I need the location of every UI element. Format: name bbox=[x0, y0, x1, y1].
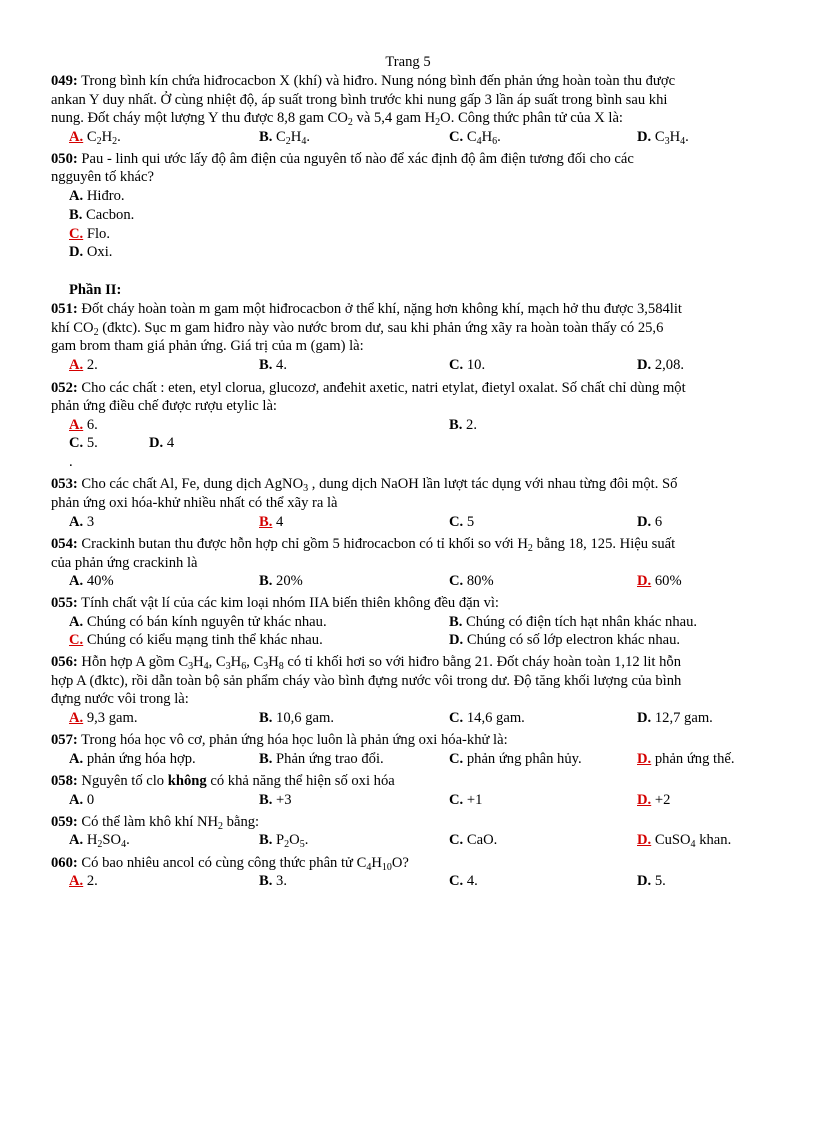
question-number: 051: bbox=[51, 301, 78, 317]
question-051-line-3: gam brom tham giá phản ứng. Giá trị của m (gam) là: bbox=[51, 338, 364, 354]
question-051-line-1 bbox=[51, 300, 682, 318]
option-052-d bbox=[149, 434, 174, 452]
answer-letter: A. bbox=[69, 573, 84, 589]
option-053-b bbox=[259, 513, 283, 531]
question-text: và 5,4 gam H bbox=[352, 110, 436, 126]
option-text: P bbox=[272, 832, 285, 848]
question-text: H bbox=[230, 654, 242, 670]
subscript: 3 bbox=[263, 661, 269, 672]
option-057-a bbox=[69, 750, 196, 768]
answer-letter-correct: B. bbox=[259, 514, 273, 530]
option-058-c bbox=[449, 791, 482, 809]
answer-letter: B. bbox=[259, 710, 273, 726]
option-054-c bbox=[449, 572, 494, 590]
question-text: H bbox=[193, 654, 204, 670]
question-text: có tỉ khối hơi so với hiđro bằng 21. Đốt cháy hoàn toàn 1,12 lit hỗn bbox=[283, 654, 682, 670]
question-052-line-2: phản ứng điều chế được rượu etylic là: bbox=[51, 398, 277, 414]
question-number: 057: bbox=[51, 732, 78, 748]
answer-letter: B. bbox=[259, 792, 273, 808]
option-056-c bbox=[449, 709, 525, 727]
option-060-a bbox=[69, 872, 98, 890]
option-052-c bbox=[69, 434, 98, 452]
option-049-c bbox=[449, 128, 501, 146]
question-text: bằng 18, 125. Hiệu suất bbox=[532, 536, 676, 552]
option-text: phản ứng phân hủy. bbox=[463, 751, 582, 767]
question-text: bằng: bbox=[223, 814, 260, 830]
answer-letter: D. bbox=[637, 357, 652, 373]
option-049-b bbox=[259, 128, 310, 146]
answer-letter-correct: A. bbox=[69, 873, 84, 889]
option-text: C bbox=[83, 129, 97, 145]
option-text: +3 bbox=[272, 792, 292, 808]
subscript: 4 bbox=[301, 136, 307, 147]
option-057-c bbox=[449, 750, 582, 768]
option-text: H bbox=[481, 129, 493, 145]
option-056-a bbox=[69, 709, 138, 727]
question-text: H bbox=[371, 855, 382, 871]
option-text: Flo. bbox=[83, 226, 110, 242]
answer-letter: C. bbox=[69, 435, 84, 451]
option-text: Chúng có kiểu mạng tinh thể khác nhau. bbox=[83, 632, 323, 648]
question-number: 056: bbox=[51, 654, 78, 670]
question-number: 052: bbox=[51, 380, 78, 396]
question-058-line-1 bbox=[51, 772, 395, 790]
option-text: phản ứng thế. bbox=[651, 751, 735, 767]
option-049-d bbox=[637, 128, 689, 146]
option-text: khan. bbox=[695, 832, 732, 848]
option-text: H bbox=[101, 129, 113, 145]
subscript: 3 bbox=[188, 661, 194, 672]
option-text: 6. bbox=[83, 417, 98, 433]
answer-letter: C. bbox=[449, 792, 464, 808]
option-text: SO bbox=[102, 832, 122, 848]
option-text: 4. bbox=[463, 873, 478, 889]
option-058-a bbox=[69, 791, 94, 809]
option-057-d bbox=[637, 750, 735, 768]
option-054-b bbox=[259, 572, 303, 590]
option-text: 20% bbox=[272, 573, 303, 589]
option-text: . bbox=[306, 129, 310, 145]
answer-letter-correct: D. bbox=[637, 573, 652, 589]
option-050-c bbox=[69, 225, 110, 243]
answer-letter-correct: C. bbox=[69, 226, 84, 242]
option-text: H bbox=[83, 832, 98, 848]
subscript: 4 bbox=[476, 136, 482, 147]
answer-letter: B. bbox=[259, 129, 273, 145]
question-text: Có bao nhiêu ancol có cùng công thức phân tử C bbox=[77, 855, 367, 871]
subscript: 2 bbox=[97, 839, 103, 850]
answer-letter: B. bbox=[69, 207, 83, 223]
question-text: , dung dịch NaOH lần lượt tác dụng với nhau từng đôi một. Số bbox=[308, 476, 678, 492]
option-059-c bbox=[449, 831, 497, 849]
option-text: 2. bbox=[83, 357, 98, 373]
option-060-b bbox=[259, 872, 287, 890]
question-051-line-2 bbox=[51, 319, 663, 337]
question-054-line-2: của phản ứng crackinh là bbox=[51, 555, 198, 571]
subscript: 8 bbox=[278, 661, 284, 672]
question-057-line-1 bbox=[51, 731, 508, 749]
question-055-line-1 bbox=[51, 594, 499, 612]
option-058-b bbox=[259, 791, 292, 809]
option-053-a bbox=[69, 513, 94, 531]
question-text: Trong hóa học vô cơ, phản ứng hóa học luôn là phản ứng oxi hóa-khử là: bbox=[77, 732, 508, 748]
answer-letter: D. bbox=[637, 514, 652, 530]
question-number: 060: bbox=[51, 855, 78, 871]
option-050-a bbox=[69, 187, 125, 205]
option-text: 9,3 gam. bbox=[83, 710, 138, 726]
answer-letter: D. bbox=[637, 873, 652, 889]
option-text: 2. bbox=[462, 417, 477, 433]
answer-letter: C. bbox=[449, 129, 464, 145]
question-text: , C bbox=[246, 654, 264, 670]
option-059-d bbox=[637, 831, 731, 849]
answer-letter: B. bbox=[449, 417, 463, 433]
option-text: Phản ứng trao đổi. bbox=[272, 751, 384, 767]
answer-letter: B. bbox=[259, 873, 273, 889]
question-number: 053: bbox=[51, 476, 78, 492]
option-051-d bbox=[637, 356, 684, 374]
answer-letter: C. bbox=[449, 357, 464, 373]
question-049-line-3 bbox=[51, 109, 623, 127]
question-text: nung. Đốt cháy một lượng Y thu được 8,8 gam CO bbox=[51, 110, 348, 126]
question-050-line-1 bbox=[51, 150, 634, 168]
subscript: 4 bbox=[121, 839, 127, 850]
option-057-b bbox=[259, 750, 384, 768]
section-heading bbox=[69, 281, 121, 299]
subscript: 6 bbox=[492, 136, 498, 147]
answer-letter: C. bbox=[449, 832, 464, 848]
option-text: C bbox=[651, 129, 665, 145]
answer-letter: C. bbox=[449, 573, 464, 589]
option-050-b bbox=[69, 206, 134, 224]
option-text: Chúng có bán kính nguyên tử khác nhau. bbox=[83, 614, 327, 630]
option-text: 60% bbox=[651, 573, 682, 589]
option-text: 4 bbox=[163, 435, 175, 451]
option-051-a bbox=[69, 356, 98, 374]
question-050-line-2: ngguyên tố khác? bbox=[51, 169, 154, 185]
option-text: 80% bbox=[463, 573, 494, 589]
option-055-c bbox=[69, 631, 323, 649]
subscript: 5 bbox=[299, 839, 305, 850]
option-text: Chúng có điện tích hạt nhân khác nhau. bbox=[462, 614, 698, 630]
question-text: Hỗn hợp A gồm C bbox=[77, 654, 189, 670]
option-text: CaO. bbox=[463, 832, 498, 848]
answer-letter-correct: A. bbox=[69, 357, 84, 373]
option-text: 0 bbox=[83, 792, 95, 808]
question-text: Nguyên tố clo bbox=[77, 773, 168, 789]
answer-letter-correct: A. bbox=[69, 129, 84, 145]
question-059-line-1 bbox=[51, 813, 259, 831]
option-052-b bbox=[449, 416, 477, 434]
option-text: 10. bbox=[463, 357, 486, 373]
subscript: 2 bbox=[218, 821, 224, 832]
answer-letter: D. bbox=[69, 244, 84, 260]
answer-letter-correct: D. bbox=[637, 832, 652, 848]
question-056-line-2: hợp A (đktc), rồi dẫn toàn bộ sản phẩm cháy vào bình đựng nước vôi trong dư. Độ tăng khối lượng của bình bbox=[51, 673, 682, 689]
option-text: phản ứng hóa hợp. bbox=[83, 751, 196, 767]
option-text: . bbox=[685, 129, 689, 145]
option-054-d bbox=[637, 572, 682, 590]
question-056-line-1 bbox=[51, 653, 681, 671]
question-056-line-3: đựng nước vôi trong là: bbox=[51, 691, 189, 707]
emphasis-text: không bbox=[167, 773, 207, 789]
question-053-line-1 bbox=[51, 475, 677, 493]
question-053-line-2: phản ứng oxi hóa-khử nhiều nhất có thể xãy ra là bbox=[51, 495, 338, 511]
subscript: 2 bbox=[93, 327, 99, 338]
answer-letter-correct: D. bbox=[637, 751, 652, 767]
option-058-d bbox=[637, 791, 670, 809]
subscript: 4 bbox=[366, 862, 372, 873]
answer-letter: C. bbox=[449, 751, 464, 767]
option-051-b bbox=[259, 356, 287, 374]
answer-letter-correct: C. bbox=[69, 632, 84, 648]
option-054-a bbox=[69, 572, 114, 590]
option-053-d bbox=[637, 513, 662, 531]
answer-letter: D. bbox=[637, 129, 652, 145]
subscript: 2 bbox=[527, 543, 533, 554]
answer-letter: A. bbox=[69, 792, 84, 808]
question-text: Pau - linh qui ước lấy độ âm điện của nguyên tố nào để xác định độ âm điện tương đối cho các bbox=[77, 151, 634, 167]
option-text: . bbox=[117, 129, 121, 145]
option-text: Hiđro. bbox=[83, 188, 125, 204]
option-text: +2 bbox=[651, 792, 671, 808]
subscript: 10 bbox=[381, 862, 392, 873]
option-text: 5. bbox=[83, 435, 98, 451]
answer-letter-correct: A. bbox=[69, 710, 84, 726]
question-number: 054: bbox=[51, 536, 78, 552]
answer-letter: C. bbox=[449, 514, 464, 530]
question-text: Trong bình kín chứa hiđrocacbon X (khí) và hiđro. Nung nóng bình đến phản ứng hoàn toàn thu được bbox=[77, 73, 676, 89]
option-049-a bbox=[69, 128, 121, 146]
question-number: 055: bbox=[51, 595, 78, 611]
question-text: , C bbox=[208, 654, 226, 670]
option-052-a bbox=[69, 416, 98, 434]
option-text: 5 bbox=[463, 514, 475, 530]
option-060-c bbox=[449, 872, 478, 890]
answer-letter: B. bbox=[259, 573, 273, 589]
option-text: H bbox=[669, 129, 681, 145]
answer-letter: B. bbox=[259, 357, 273, 373]
question-text: Cho các chất Al, Fe, dung dịch AgNO bbox=[77, 476, 304, 492]
subscript: 3 bbox=[664, 136, 670, 147]
question-text: có khả năng thể hiện số oxi hóa bbox=[206, 773, 395, 789]
answer-letter: A. bbox=[69, 832, 84, 848]
answer-letter: D. bbox=[637, 710, 652, 726]
option-055-d bbox=[449, 631, 680, 649]
answer-letter-correct: A. bbox=[69, 417, 84, 433]
option-text: 3 bbox=[83, 514, 95, 530]
question-text: Đốt cháy hoàn toàn m gam một hiđrocacbon ở thể khí, nặng hơn không khí, mạch hở thu được 3,584lit bbox=[77, 301, 682, 317]
question-text: Có thể làm khô khí NH bbox=[77, 814, 219, 830]
option-text: 12,7 gam. bbox=[651, 710, 713, 726]
subscript: 6 bbox=[241, 661, 247, 672]
option-text: . bbox=[497, 129, 501, 145]
page-title: Trang 5 bbox=[385, 54, 431, 70]
subscript: 4 bbox=[680, 136, 686, 147]
question-052-line-1 bbox=[51, 379, 686, 397]
question-049-line-1 bbox=[51, 72, 675, 90]
option-text: 14,6 gam. bbox=[463, 710, 525, 726]
question-number: 059: bbox=[51, 814, 78, 830]
question-text: Crackinh butan thu được hỗn hợp chỉ gồm 5 hiđrocacbon có tỉ khối so với H bbox=[77, 536, 528, 552]
option-text: . bbox=[304, 832, 309, 848]
option-text: 4 bbox=[272, 514, 284, 530]
option-051-c bbox=[449, 356, 485, 374]
answer-letter-correct: D. bbox=[637, 792, 652, 808]
answer-letter: B. bbox=[449, 614, 463, 630]
question-text: (đktc). Sục m gam hiđro này vào nước brom dư, sau khi phản ứng xãy ra hoàn toàn thấy có 25,6 bbox=[98, 320, 664, 336]
option-text: C bbox=[272, 129, 286, 145]
option-text: Chúng có số lớp electron khác nhau. bbox=[463, 632, 681, 648]
option-text: 5. bbox=[651, 873, 666, 889]
option-055-b bbox=[449, 613, 697, 631]
option-text: Oxi. bbox=[83, 244, 113, 260]
question-text: khí CO bbox=[51, 320, 94, 336]
option-text: H bbox=[290, 129, 302, 145]
option-059-b bbox=[259, 831, 308, 849]
option-050-d bbox=[69, 243, 112, 261]
option-text: 2. bbox=[83, 873, 98, 889]
section-title: Phần II: bbox=[69, 282, 122, 298]
answer-letter: A. bbox=[69, 188, 84, 204]
question-049-line-2: ankan Y duy nhất. Ở cùng nhiệt độ, áp suất trong bình trước khi nung gấp 3 lần áp suất trong bình sau khi bbox=[51, 92, 668, 108]
question-text: H bbox=[268, 654, 279, 670]
subscript: 2 bbox=[285, 136, 291, 147]
answer-letter: A. bbox=[69, 614, 84, 630]
option-text: 6 bbox=[651, 514, 663, 530]
question-text: Tính chất vật lí của các kim loại nhóm IIA biến thiên không đều đặn vì: bbox=[77, 595, 499, 611]
question-text: O? bbox=[391, 855, 409, 871]
subscript: 2 bbox=[112, 136, 118, 147]
option-text: CuSO bbox=[651, 832, 691, 848]
option-text: C bbox=[463, 129, 477, 145]
question-060-line-1 bbox=[51, 854, 409, 872]
question-text: O. Công thức phân tử của X là: bbox=[440, 110, 623, 126]
question-number: 050: bbox=[51, 151, 78, 167]
question-number: 049: bbox=[51, 73, 78, 89]
subscript: 2 bbox=[435, 117, 441, 128]
subscript: 4 bbox=[690, 839, 696, 850]
subscript: 3 bbox=[225, 661, 231, 672]
option-text: 4. bbox=[272, 357, 287, 373]
question-text: Cho các chất : eten, etyl clorua, glucozơ, anđehit axetic, natri etylat, đietyl oxalat. Số chất chỉ dùng một bbox=[77, 380, 686, 396]
subscript: 2 bbox=[284, 839, 290, 850]
option-060-d bbox=[637, 872, 666, 890]
answer-letter: D. bbox=[449, 632, 464, 648]
option-text: . bbox=[126, 832, 130, 848]
option-056-d bbox=[637, 709, 713, 727]
question-054-line-1 bbox=[51, 535, 675, 553]
option-text: 3. bbox=[272, 873, 287, 889]
option-text: +1 bbox=[463, 792, 483, 808]
answer-letter: C. bbox=[449, 710, 464, 726]
option-text: Cacbon. bbox=[82, 207, 135, 223]
answer-letter: B. bbox=[259, 751, 273, 767]
stray-period: . bbox=[69, 454, 73, 470]
option-text: O bbox=[289, 832, 300, 848]
answer-letter: C. bbox=[449, 873, 464, 889]
subscript: 3 bbox=[303, 483, 309, 494]
answer-letter: A. bbox=[69, 751, 84, 767]
answer-letter: B. bbox=[259, 832, 273, 848]
option-053-c bbox=[449, 513, 474, 531]
question-number: 058: bbox=[51, 773, 78, 789]
option-055-a bbox=[69, 613, 327, 631]
subscript: 2 bbox=[96, 136, 102, 147]
answer-letter: A. bbox=[69, 514, 84, 530]
subscript: 4 bbox=[203, 661, 209, 672]
option-056-b bbox=[259, 709, 334, 727]
option-059-a bbox=[69, 831, 130, 849]
option-text: 10,6 gam. bbox=[272, 710, 335, 726]
option-text: 40% bbox=[83, 573, 114, 589]
subscript: 2 bbox=[347, 117, 353, 128]
answer-letter: D. bbox=[149, 435, 164, 451]
option-text: 2,08. bbox=[651, 357, 685, 373]
